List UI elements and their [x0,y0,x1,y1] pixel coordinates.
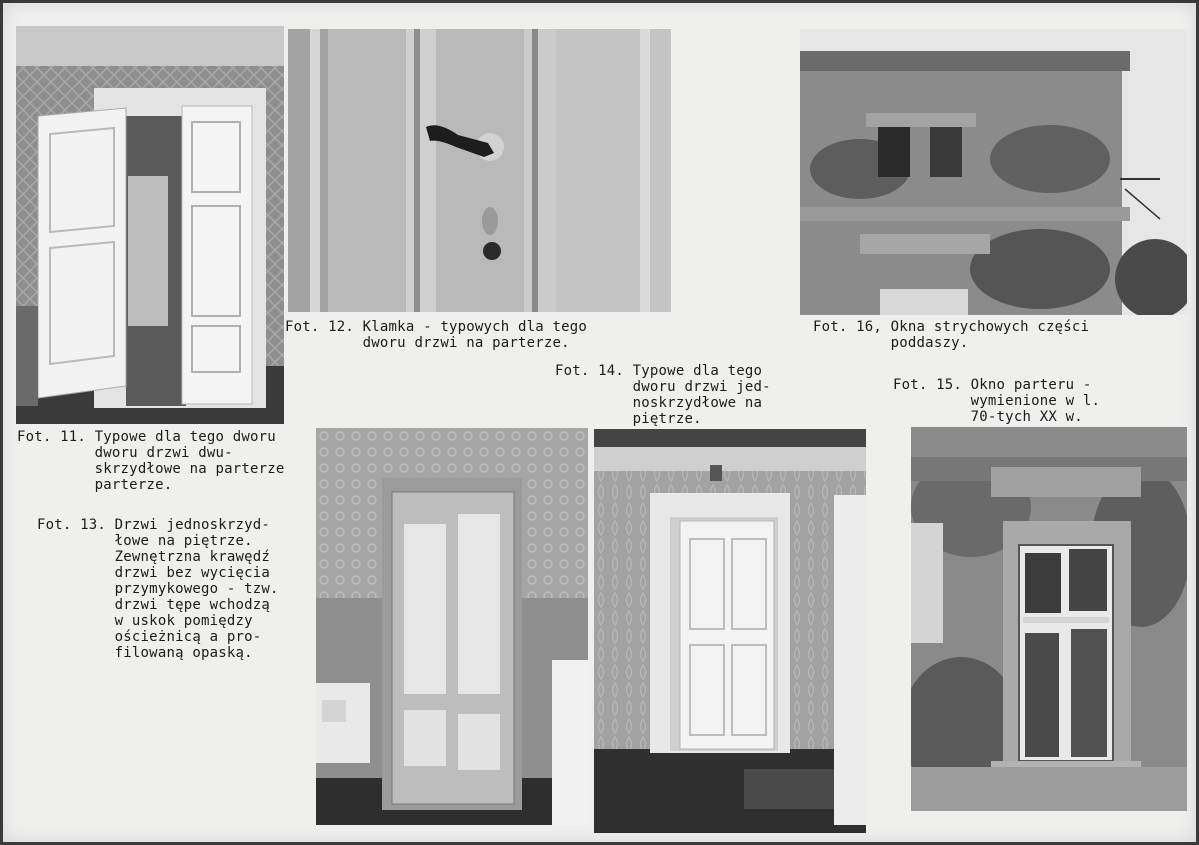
attic-windows-photo [800,29,1187,315]
caption-fot-15 [893,377,1100,425]
double-door-interior-photo [16,26,284,424]
caption-fot-13 [37,517,279,661]
caption-fot-12 [285,319,587,351]
caption-fot-15-label: Fot. 15. [893,377,963,393]
single-door-upper-floor-photo [316,428,588,825]
album-page [3,3,1196,842]
caption-fot-16-text: Okna strychowych części poddaszy. [890,319,1090,351]
caption-fot-16 [813,319,1089,351]
caption-fot-13-label: Fot. 13. [37,517,107,533]
caption-fot-13-text: Drzwi jednoskrzyd- łowe na piętrze. Zewnętrzna krawędź drzwi bez wycięcia przymykowego - tzw. drzwi tępe wchodzą w uskok pomiędzy ościeżnicą a pro- filowaną opaską. [114,517,279,661]
caption-fot-12-label: Fot. 12. [285,319,355,335]
caption-fot-16-label: Fot. 16, [813,319,883,335]
caption-fot-12-text: Klamka - typowych dla tego dworu drzwi na parterze. [362,319,588,351]
caption-fot-11 [17,429,285,493]
caption-fot-14-label: Fot. 14. [555,363,625,379]
caption-fot-15-text: Okno parteru - wymienione w l. 70-tych XX w. [970,377,1101,425]
caption-fot-11-label: Fot. 11. [17,429,87,445]
ground-floor-window-photo [911,427,1187,811]
door-handle-photo [288,29,671,312]
single-door-hallway-photo [594,429,866,833]
caption-fot-11-text: Typowe dla tego dworu dworu drzwi dwu- skrzydłowe na parterze parterze. [94,429,285,493]
caption-fot-14 [555,363,771,427]
caption-fot-14-text: Typowe dla tego dworu drzwi jed- noskrzydłowe na piętrze. [632,363,771,427]
